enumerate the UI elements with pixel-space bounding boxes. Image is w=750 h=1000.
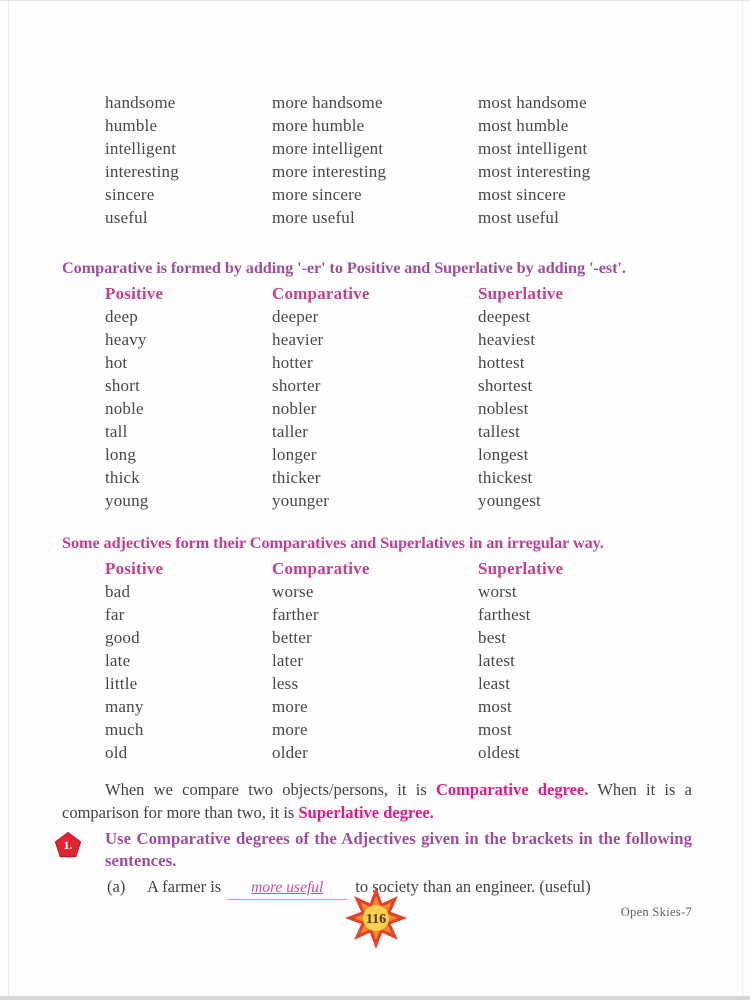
word-cell: humble bbox=[105, 116, 158, 135]
word-cell: more sincere bbox=[272, 185, 362, 204]
word-cell: more useful bbox=[272, 208, 355, 227]
word-cell: longest bbox=[478, 445, 529, 464]
word-cell: useful bbox=[105, 208, 148, 227]
word-cell: late bbox=[105, 651, 131, 670]
column-header-positive: Positive bbox=[105, 559, 164, 578]
word-cell: latest bbox=[478, 651, 516, 670]
exercise-number: 1. bbox=[63, 838, 73, 852]
word-row bbox=[105, 580, 750, 603]
word-row bbox=[105, 137, 750, 160]
word-cell: most useful bbox=[478, 208, 560, 227]
word-cell: most sincere bbox=[478, 185, 566, 204]
definition-paragraph bbox=[62, 779, 692, 824]
word-row bbox=[105, 183, 750, 206]
word-cell: more humble bbox=[272, 116, 365, 135]
word-cell: hottest bbox=[478, 353, 525, 372]
word-cell: worse bbox=[272, 582, 314, 601]
word-cell: little bbox=[105, 674, 138, 693]
word-cell: deeper bbox=[272, 307, 319, 326]
degree-word-list-continued bbox=[105, 91, 750, 229]
word-cell: nobler bbox=[272, 399, 317, 418]
comparative-degree-term: Comparative degree. bbox=[436, 780, 589, 799]
word-cell: better bbox=[272, 628, 312, 647]
word-row bbox=[105, 91, 750, 114]
page-number-starburst bbox=[343, 885, 409, 951]
word-cell: intelligent bbox=[105, 139, 177, 158]
word-cell: more handsome bbox=[272, 93, 383, 112]
word-cell: young bbox=[105, 491, 149, 510]
word-cell: good bbox=[105, 628, 140, 647]
word-row bbox=[105, 466, 750, 489]
column-header-comparative: Comparative bbox=[272, 284, 370, 303]
word-row bbox=[105, 351, 750, 374]
word-cell: tall bbox=[105, 422, 128, 441]
word-row bbox=[105, 603, 750, 626]
word-cell: farthest bbox=[478, 605, 531, 624]
word-cell: taller bbox=[272, 422, 309, 441]
word-cell: heaviest bbox=[478, 330, 536, 349]
exercise-instruction: Use Comparative degrees of the Adjectives given in the brackets in the following sentences. bbox=[105, 829, 692, 870]
word-cell: thickest bbox=[478, 468, 533, 487]
word-row bbox=[105, 489, 750, 512]
word-cell: bad bbox=[105, 582, 131, 601]
word-cell: most interesting bbox=[478, 162, 591, 181]
column-header-superlative: Superlative bbox=[478, 559, 564, 578]
superlative-degree-term: Superlative degree. bbox=[298, 802, 434, 822]
word-cell: heavy bbox=[105, 330, 147, 349]
word-row bbox=[105, 206, 750, 229]
word-cell: handsome bbox=[105, 93, 176, 112]
word-cell: heavier bbox=[272, 330, 324, 349]
word-row bbox=[105, 305, 750, 328]
word-cell: more interesting bbox=[272, 162, 387, 181]
word-row bbox=[105, 397, 750, 420]
word-cell: deep bbox=[105, 307, 138, 326]
word-row bbox=[105, 718, 750, 741]
word-row bbox=[105, 374, 750, 397]
word-cell: older bbox=[272, 743, 308, 762]
word-cell: most intelligent bbox=[478, 139, 588, 158]
word-row bbox=[105, 420, 750, 443]
scan-edge-bottom bbox=[0, 996, 750, 1000]
paragraph-text-2: When it is a comparison for more than two, it is bbox=[62, 780, 692, 822]
word-cell: worst bbox=[478, 582, 517, 601]
item-sentence-end: to society than an engineer. (useful) bbox=[355, 877, 591, 896]
word-row bbox=[105, 626, 750, 649]
exercise-number-badge bbox=[53, 830, 83, 860]
word-cell: thicker bbox=[272, 468, 321, 487]
word-cell: noblest bbox=[478, 399, 529, 418]
word-cell: shorter bbox=[272, 376, 321, 395]
item-sentence-start: A farmer is bbox=[147, 877, 222, 896]
word-cell: youngest bbox=[478, 491, 541, 510]
column-header-positive: Positive bbox=[105, 284, 164, 303]
word-row bbox=[105, 160, 750, 183]
word-cell: most bbox=[478, 697, 512, 716]
word-cell: old bbox=[105, 743, 128, 762]
word-cell: hotter bbox=[272, 353, 313, 372]
exercise-item-a bbox=[107, 876, 750, 900]
word-cell: many bbox=[105, 697, 144, 716]
word-cell: least bbox=[478, 674, 511, 693]
word-cell: deepest bbox=[478, 307, 531, 326]
word-cell: farther bbox=[272, 605, 319, 624]
column-header-comparative: Comparative bbox=[272, 559, 370, 578]
rule-heading-irregular: Some adjectives form their Comparatives and Superlatives in an irregular way. bbox=[62, 533, 604, 552]
word-cell: longer bbox=[272, 445, 317, 464]
word-row bbox=[105, 443, 750, 466]
word-cell: most handsome bbox=[478, 93, 587, 112]
word-cell: short bbox=[105, 376, 140, 395]
word-cell: noble bbox=[105, 399, 144, 418]
word-cell: hot bbox=[105, 353, 128, 372]
column-header-superlative: Superlative bbox=[478, 284, 564, 303]
word-cell: more bbox=[272, 697, 308, 716]
word-cell: oldest bbox=[478, 743, 520, 762]
word-cell: more intelligent bbox=[272, 139, 384, 158]
word-row bbox=[105, 114, 750, 137]
word-cell: shortest bbox=[478, 376, 533, 395]
word-cell: thick bbox=[105, 468, 140, 487]
word-row bbox=[105, 649, 750, 672]
word-cell: best bbox=[478, 628, 507, 647]
word-row bbox=[105, 672, 750, 695]
word-cell: less bbox=[272, 674, 299, 693]
word-cell: long bbox=[105, 445, 137, 464]
irregular-degrees-table bbox=[105, 557, 750, 764]
page-number: 116 bbox=[365, 912, 387, 927]
paragraph-text-1: When we compare two objects/persons, it is bbox=[105, 780, 436, 799]
regular-degrees-table bbox=[105, 282, 750, 512]
rule-heading-er-est: Comparative is formed by adding '-er' to Positive and Superlative by adding '-est'. bbox=[62, 258, 626, 277]
book-title: Open Skies-7 bbox=[620, 905, 692, 919]
word-cell: most humble bbox=[478, 116, 569, 135]
word-cell: interesting bbox=[105, 162, 179, 181]
word-cell: much bbox=[105, 720, 144, 739]
table-header-row bbox=[105, 282, 750, 305]
word-row bbox=[105, 741, 750, 764]
word-row bbox=[105, 695, 750, 718]
word-cell: later bbox=[272, 651, 304, 670]
table-header-row bbox=[105, 557, 750, 580]
word-cell: most bbox=[478, 720, 512, 739]
word-cell: more bbox=[272, 720, 308, 739]
word-cell: younger bbox=[272, 491, 330, 510]
word-row bbox=[105, 328, 750, 351]
word-cell: tallest bbox=[478, 422, 520, 441]
answer-blank bbox=[227, 876, 347, 900]
word-cell: far bbox=[105, 605, 125, 624]
item-label: (a) bbox=[107, 877, 126, 896]
answer-text: more useful bbox=[251, 879, 324, 896]
word-cell: sincere bbox=[105, 185, 155, 204]
